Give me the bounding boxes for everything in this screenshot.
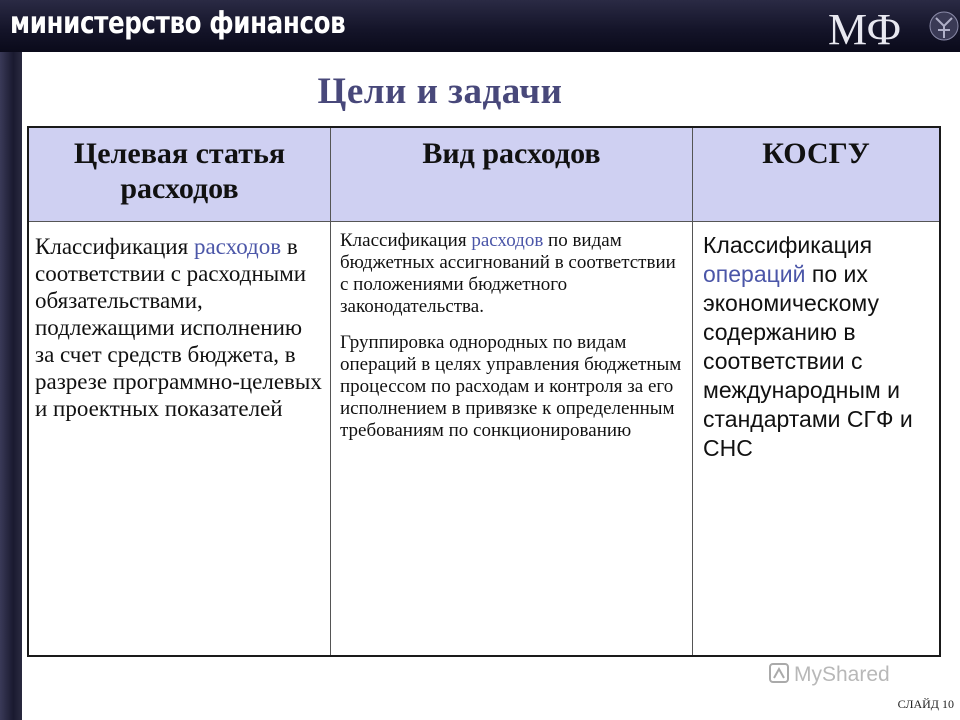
slide-title: Цели и задачи: [317, 71, 563, 112]
text: Классификация: [340, 230, 467, 251]
cell-target-article: [35, 222, 325, 422]
paragraph-1: [340, 230, 685, 318]
paragraph-2: Группировка однородных по видам операций в целях управления бюджетным процессом по расходам и контроля за его исполнением в привязке к определенным требованиям по сонкционированию: [340, 332, 682, 441]
classification-table: [27, 126, 941, 657]
watermark-text: MyShared: [794, 663, 890, 686]
text: по их экономическому содержанию в соответствии с международным и стандартами СГФ и СНС: [703, 261, 913, 461]
header-target-article: Целевая статья расходов: [29, 128, 330, 221]
ministry-logo: [820, 0, 960, 52]
myshared-watermark: [768, 660, 928, 686]
column-divider: [330, 128, 331, 655]
highlight-text: расходов: [471, 230, 544, 251]
highlight-text: расходов: [193, 234, 282, 259]
text: в соответствии с расходными обязательствами, подлежащими исполнению за счет средств бюджета, в разрезе программно-целевых и проектных показателей: [35, 234, 322, 421]
text: Классификация: [35, 234, 189, 259]
watermark-box-icon: [770, 664, 788, 682]
cell-kosgu: [703, 222, 939, 463]
column-divider: [692, 128, 693, 655]
highlight-text: операций: [703, 261, 806, 287]
text: по видам бюджетных ассигнований в соответствии с положениями бюджетного законодательства.: [340, 230, 676, 317]
left-decor-bar: [0, 52, 22, 720]
text: Классификация: [703, 232, 873, 258]
header-bar: [0, 0, 960, 52]
eagle-emblem-icon: [930, 12, 958, 40]
header-expense-type: Вид расходов: [331, 128, 692, 221]
ministry-name: министерство финансов: [10, 6, 346, 41]
slide-number: СЛАЙД 10: [897, 697, 954, 711]
logo-text: МФ: [828, 5, 902, 52]
cell-expense-type: [340, 222, 685, 442]
header-kosgu: КОСГУ: [693, 128, 939, 221]
